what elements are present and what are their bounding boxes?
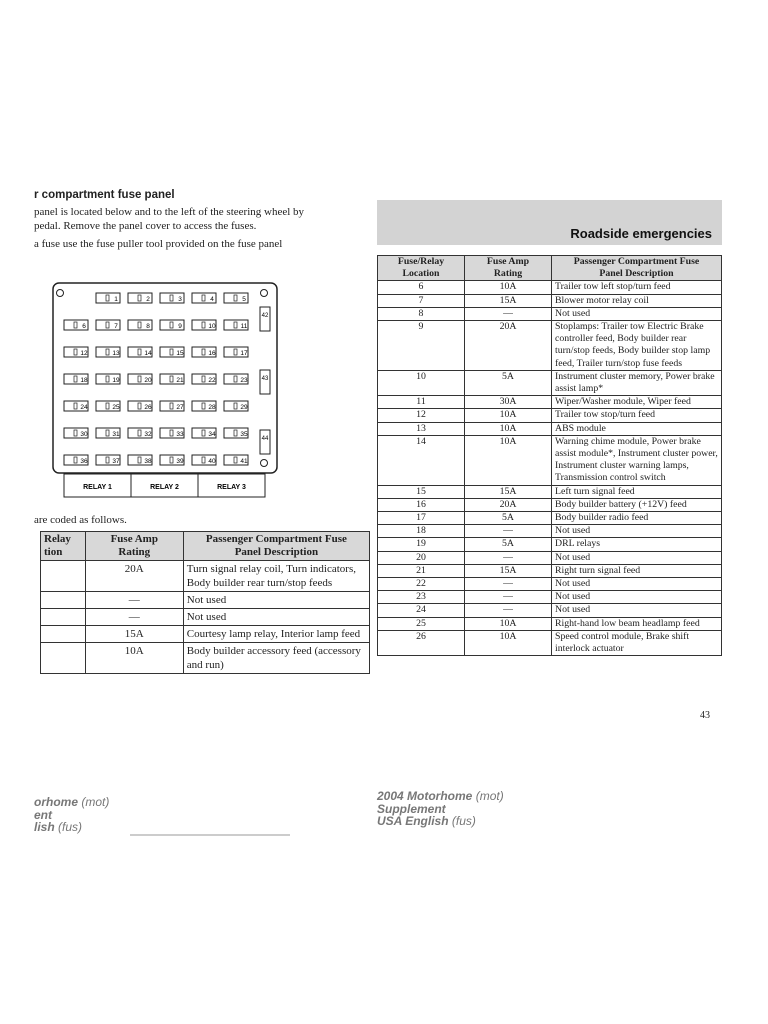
fuse-number: 2	[146, 296, 150, 303]
cell-description: Trailer tow left stop/turn feed	[552, 281, 722, 294]
right-fuse-table	[377, 255, 722, 656]
fuse-number: 14	[144, 350, 152, 357]
col-amp-header: Fuse Amp Rating	[465, 256, 552, 281]
cell-description: Not used	[552, 307, 722, 320]
fuse-number: 40	[208, 458, 216, 465]
fuse-number: 28	[208, 404, 216, 411]
table-row	[378, 409, 722, 422]
fuse-number: 12	[80, 350, 88, 357]
cell-amp: 10A	[465, 422, 552, 435]
cell-amp: —	[465, 307, 552, 320]
footer-rule	[130, 834, 290, 836]
table-row	[378, 564, 722, 577]
cell-description: Not used	[552, 551, 722, 564]
side-fuse-number: 44	[261, 436, 269, 442]
fuse-number: 10	[208, 323, 216, 330]
table-row	[378, 485, 722, 498]
cell-description: Not used	[552, 525, 722, 538]
cell-location: 25	[378, 617, 465, 630]
fuse-panel-diagram	[52, 282, 278, 498]
cell-location: 19	[378, 538, 465, 551]
right-footer-line3-tag: (fus)	[451, 814, 476, 828]
instruction-line-2: pedal. Remove the panel cover to access the fuses.	[34, 220, 257, 232]
fuse-number: 20	[144, 377, 152, 384]
fuse-number: 18	[80, 377, 88, 384]
fuse-number: 22	[208, 377, 216, 384]
col-amp-header: Fuse Amp Rating	[85, 532, 183, 561]
cell-description: Not used	[183, 609, 369, 626]
side-fuse-number: 43	[261, 376, 269, 382]
cell-description: Body builder battery (+12V) feed	[552, 498, 722, 511]
cell-description: Not used	[552, 604, 722, 617]
table-row	[378, 538, 722, 551]
cell-description: DRL relays	[552, 538, 722, 551]
cell-location: 23	[378, 591, 465, 604]
left-fuse-table	[40, 531, 370, 674]
fuse-number: 6	[82, 323, 86, 330]
cell-amp: 5A	[465, 538, 552, 551]
cell-amp: 10A	[465, 281, 552, 294]
col-location-header: Relay tion	[41, 532, 86, 561]
instruction-line-1: panel is located below and to the left of the steering wheel by	[34, 206, 305, 218]
cell-location: 12	[378, 409, 465, 422]
fuse-number: 4	[210, 296, 214, 303]
cell-description: Not used	[552, 578, 722, 591]
cell-location: 13	[378, 422, 465, 435]
left-footer-line1: orhome	[34, 795, 79, 809]
table-row	[378, 321, 722, 371]
cell-location: 6	[378, 281, 465, 294]
cell-description: Right-hand low beam headlamp feed	[552, 617, 722, 630]
left-footer-line2: ent	[34, 807, 52, 822]
cell-location: 16	[378, 498, 465, 511]
fuse-number: 15	[176, 350, 184, 357]
fuse-number: 36	[80, 458, 88, 465]
cell-amp: 20A	[465, 321, 552, 371]
cell-description: Not used	[552, 591, 722, 604]
fuse-number: 26	[144, 404, 152, 411]
cell-amp: —	[465, 591, 552, 604]
left-page	[0, 0, 370, 1024]
cell-description: Right turn signal feed	[552, 564, 722, 577]
fuse-number: 41	[240, 458, 248, 465]
cell-location: 24	[378, 604, 465, 617]
cell-location	[41, 609, 86, 626]
table-row	[41, 609, 370, 626]
fuse-number: 11	[240, 323, 248, 330]
table-row	[378, 422, 722, 435]
fuse-number: 17	[240, 350, 248, 357]
cell-amp: 15A	[465, 564, 552, 577]
cell-description: Speed control module, Brake shift interlock actuator	[552, 630, 722, 655]
cell-location: 22	[378, 578, 465, 591]
cell-amp: 15A	[465, 294, 552, 307]
cell-location: 11	[378, 396, 465, 409]
table-row	[378, 525, 722, 538]
side-fuse-number: 42	[261, 313, 269, 319]
fuse-number: 9	[178, 323, 182, 330]
table-row	[378, 294, 722, 307]
cell-description: Stoplamps: Trailer tow Electric Brake controller feed, Body builder rear turn/stop feeds, Body builder stop lamp feed, Trailer turn/stop fuse feeds	[552, 321, 722, 371]
table-row	[41, 592, 370, 609]
cell-amp: 10A	[465, 435, 552, 485]
fuse-number: 29	[240, 404, 248, 411]
cell-amp: 10A	[465, 409, 552, 422]
cell-description: Not used	[183, 592, 369, 609]
header-band	[377, 200, 722, 245]
cell-location: 14	[378, 435, 465, 485]
right-footer-line2: Supplement	[377, 801, 446, 816]
cell-amp: 30A	[465, 396, 552, 409]
cell-amp: 10A	[465, 630, 552, 655]
cell-description: Courtesy lamp relay, Interior lamp feed	[183, 626, 369, 643]
fuse-number: 24	[80, 404, 88, 411]
cell-description: Blower motor relay coil	[552, 294, 722, 307]
fuse-number: 5	[242, 296, 246, 303]
cell-location: 21	[378, 564, 465, 577]
cell-location: 7	[378, 294, 465, 307]
cell-description: Trailer tow stop/turn feed	[552, 409, 722, 422]
cell-description: Wiper/Washer module, Wiper feed	[552, 396, 722, 409]
cell-amp: 10A	[465, 617, 552, 630]
cell-location: 20	[378, 551, 465, 564]
fuse-number: 32	[144, 431, 152, 438]
cell-location: 18	[378, 525, 465, 538]
fuse-number: 31	[112, 431, 120, 438]
cell-description: Body builder accessory feed (accessory and run)	[183, 643, 369, 674]
table-row	[378, 281, 722, 294]
fuse-number: 38	[144, 458, 152, 465]
left-footer-line3: lish	[34, 820, 55, 834]
relay-label: RELAY 2	[150, 484, 179, 491]
table-row	[378, 396, 722, 409]
right-footer	[377, 790, 504, 828]
cell-location	[41, 592, 86, 609]
section-title: Roadside emergencies	[570, 226, 712, 241]
cell-description: Body builder radio feed	[552, 512, 722, 525]
right-footer-line1: 2004 Motorhome	[377, 789, 473, 803]
cell-amp: —	[465, 551, 552, 564]
section-heading: r compartment fuse panel	[34, 189, 175, 201]
left-footer-line3-tag: (fus)	[58, 820, 83, 834]
fuse-number: 8	[146, 323, 150, 330]
cell-description: ABS module	[552, 422, 722, 435]
cell-location: 15	[378, 485, 465, 498]
table-row	[378, 604, 722, 617]
cell-amp: —	[85, 592, 183, 609]
table-row	[378, 617, 722, 630]
table-row	[378, 578, 722, 591]
cell-description: Turn signal relay coil, Turn indicators, Body builder rear turn/stop feeds	[183, 561, 369, 592]
cell-amp: 5A	[465, 512, 552, 525]
table-row	[41, 626, 370, 643]
cell-location: 26	[378, 630, 465, 655]
fuse-number: 13	[112, 350, 120, 357]
fuse-number: 34	[208, 431, 216, 438]
col-description-header: Passenger Compartment Fuse Panel Description	[552, 256, 722, 281]
right-footer-line3: USA English	[377, 814, 449, 828]
cell-description: Instrument cluster memory, Power brake assist lamp*	[552, 370, 722, 395]
table-row	[378, 498, 722, 511]
cell-location: 17	[378, 512, 465, 525]
fuse-number: 19	[112, 377, 120, 384]
fuse-number: 27	[176, 404, 184, 411]
table-row	[378, 512, 722, 525]
table-row	[41, 643, 370, 674]
fuse-number: 23	[240, 377, 248, 384]
fuse-number: 3	[178, 296, 182, 303]
cell-amp: 20A	[465, 498, 552, 511]
cell-amp: —	[465, 525, 552, 538]
fuse-number: 39	[176, 458, 184, 465]
left-footer	[34, 796, 109, 834]
cell-location: 8	[378, 307, 465, 320]
coded-text: are coded as follows.	[34, 514, 127, 526]
cell-amp: 5A	[465, 370, 552, 395]
cell-amp: —	[465, 578, 552, 591]
relay-label: RELAY 1	[83, 484, 112, 491]
cell-location	[41, 561, 86, 592]
col-description-header: Passenger Compartment Fuse Panel Description	[183, 532, 369, 561]
table-row	[378, 435, 722, 485]
table-row	[41, 561, 370, 592]
side-fuse-slot	[260, 370, 270, 394]
right-footer-line1-tag: (mot)	[475, 789, 504, 803]
table-row	[378, 591, 722, 604]
fuse-number: 1	[114, 296, 118, 303]
cell-description: Warning chime module, Power brake assist module*, Instrument cluster power, Instrument cluster warning lamps, Transmission control switch	[552, 435, 722, 485]
instruction-line-3: a fuse use the fuse puller tool provided on the fuse panel	[34, 238, 283, 250]
cell-amp: 10A	[85, 643, 183, 674]
cell-location	[41, 643, 86, 674]
cell-amp: 20A	[85, 561, 183, 592]
cell-location	[41, 626, 86, 643]
fuse-number: 21	[176, 377, 184, 384]
left-footer-line1-tag: (mot)	[81, 795, 110, 809]
relay-label: RELAY 3	[217, 484, 246, 491]
fuse-number: 35	[240, 431, 248, 438]
cell-description: Left turn signal feed	[552, 485, 722, 498]
table-row	[378, 551, 722, 564]
side-fuse-slot	[260, 307, 270, 331]
fuse-number: 7	[114, 323, 118, 330]
fuse-number: 16	[208, 350, 216, 357]
table-row	[378, 370, 722, 395]
col-location-header: Fuse/Relay Location	[378, 256, 465, 281]
cell-amp: 15A	[85, 626, 183, 643]
fuse-number: 25	[112, 404, 120, 411]
cell-amp: —	[85, 609, 183, 626]
table-row	[378, 307, 722, 320]
table-row	[378, 630, 722, 655]
fuse-number: 37	[112, 458, 120, 465]
cell-amp: 15A	[465, 485, 552, 498]
cell-location: 9	[378, 321, 465, 371]
cell-location: 10	[378, 370, 465, 395]
cell-amp: —	[465, 604, 552, 617]
fuse-number: 33	[176, 431, 184, 438]
page-number: 43	[700, 710, 710, 721]
side-fuse-slot	[260, 430, 270, 454]
fuse-number: 30	[80, 431, 88, 438]
